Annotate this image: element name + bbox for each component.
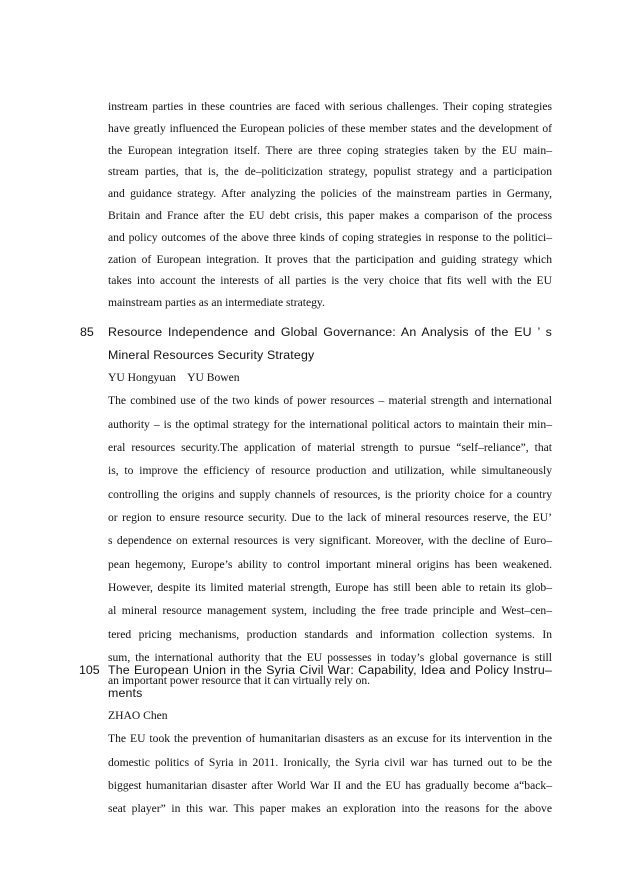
abstract-line: al mineral resource management system, including the free trade principle and West–cen– xyxy=(108,604,552,617)
abstract-line: the European integration itself. There are three coping strategies taken by the EU main– xyxy=(108,143,552,157)
abstract-line: The EU took the prevention of humanitarian disasters as an excuse for its intervention in the xyxy=(108,732,552,745)
entry-title-line: Mineral Resources Security Strategy xyxy=(108,348,315,362)
abstract-line: domestic politics of Syria in 2011. Ironically, the Syria civil war has turned out to be the xyxy=(108,756,552,769)
page-number: 105 xyxy=(79,663,100,677)
abstract-line: sum, the international authority that the EU possesses in today’s global governance is still xyxy=(108,651,552,664)
abstract-line: and policy outcomes of the above three kinds of coping strategies in response to the politici– xyxy=(108,230,552,244)
entry-title-line: The European Union in the Syria Civil War: Capability, Idea and Policy Instru– xyxy=(108,663,552,677)
abstract-line: authority – is the optimal strategy for the international political actors to maintain their min– xyxy=(108,418,552,431)
abstract-line: takes into account the interests of all parties is the very choice that fits well with the EU xyxy=(108,274,552,288)
abstract-line: stream parties, that is, the de–politicization strategy, populist strategy and a participation xyxy=(108,165,552,179)
abstract-line: s dependence on external resources is very significant. Moreover, with the decline of Euro– xyxy=(108,534,552,547)
abstract-line: pean hegemony, Europe’s ability to control important mineral origins has been weakened. xyxy=(108,558,552,571)
abstract-line: biggest humanitarian disaster after World War II and the EU has gradually become a“back– xyxy=(108,779,552,792)
entry-authors: YU Hongyuan YU Bowen xyxy=(108,371,240,384)
abstract-line: controlling the origins and supply channels of resources, is the priority choice for a country xyxy=(108,488,552,501)
abstract-line: seat player” in this war. This paper makes an exploration into the reasons for the above xyxy=(108,802,552,815)
abstract-line: tered pricing mechanisms, production standards and information collection systems. In xyxy=(108,628,552,641)
entry-title-line: Resource Independence and Global Governance: An Analysis of the EU ’ s xyxy=(108,325,552,339)
abstract-line: However, despite its limited material strength, Europe has still been able to retain its glob– xyxy=(108,581,552,594)
entry-title-line: ments xyxy=(108,686,143,700)
abstract-line: eral resources security.The application of material strength to pursue “self–reliance”, that xyxy=(108,441,552,454)
abstract-line: is, to improve the efficiency of resource production and utilization, while simultaneously xyxy=(108,464,552,477)
abstract-line: have greatly influenced the European policies of these member states and the development of xyxy=(108,121,552,135)
abstract-line: Britain and France after the EU debt crisis, this paper makes a comparison of the process xyxy=(108,209,552,222)
abstract-line: and guidance strategy. After analyzing the policies of the mainstream parties in Germany, xyxy=(108,187,552,201)
entry-authors: ZHAO Chen xyxy=(108,709,168,722)
abstract-line: zation of European integration. It proves that the participation and guiding strategy which xyxy=(108,252,552,266)
abstract-line: instream parties in these countries are faced with serious challenges. Their coping strategies xyxy=(108,100,552,113)
abstract-line: mainstream parties as an intermediate strategy. xyxy=(108,296,325,310)
abstract-line: or region to ensure resource security. Due to the lack of mineral resources reserve, the EU’ xyxy=(108,511,552,524)
abstract-line: an important power resource that it can virtually rely on. xyxy=(108,674,371,687)
page-number: 85 xyxy=(80,325,94,339)
abstract-line: The combined use of the two kinds of power resources – material strength and international xyxy=(108,394,552,407)
